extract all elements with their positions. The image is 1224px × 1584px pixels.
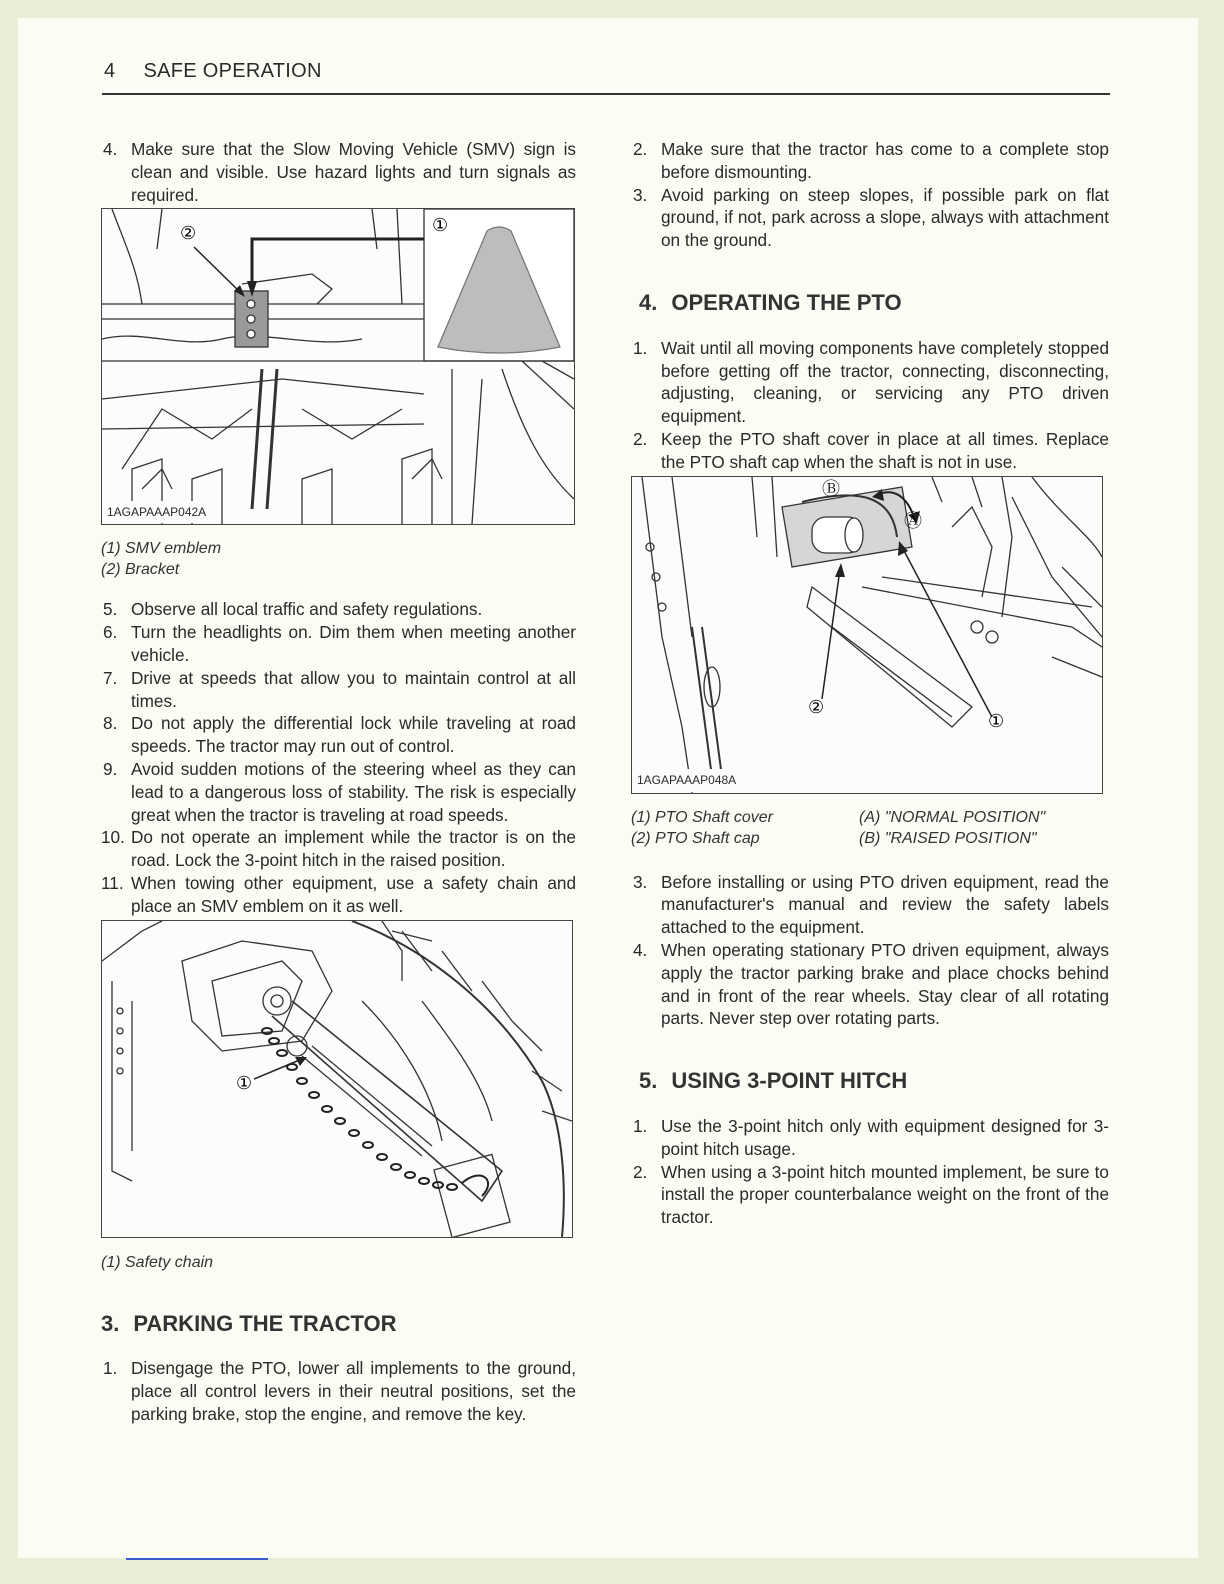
list-item bbox=[631, 428, 1109, 474]
header-title: SAFE OPERATION bbox=[143, 60, 322, 82]
page-header bbox=[104, 60, 322, 83]
item-text: Use the 3-point hitch only with equipment designed for 3-point hitch usage. bbox=[661, 1115, 1109, 1159]
callout-1: ① bbox=[236, 1072, 253, 1094]
section-title: USING 3-POINT HITCH bbox=[671, 1068, 908, 1094]
page-number: 4 bbox=[104, 60, 116, 82]
list-item bbox=[101, 598, 576, 621]
caption-normal-position: (A) "NORMAL POSITION" bbox=[859, 808, 1046, 826]
list-parking-continued bbox=[631, 138, 1109, 252]
section-number: 5. bbox=[639, 1068, 658, 1094]
item-text: Avoid sudden motions of the steering wheel as they can lead to a dangerous loss of stability. The risk is especially great when the tractor is traveling at road speeds. bbox=[131, 758, 576, 825]
list-item bbox=[101, 758, 576, 826]
item-number: 5. bbox=[103, 599, 118, 620]
figure-code: 1AGAPAAAP048A bbox=[635, 769, 738, 792]
item-number: 4. bbox=[103, 139, 118, 159]
item-text: Wait until all moving components have completely stopped before getting off the tractor, connecting, disconnecting, adjusting, cleaning, or servicing any PTO driven equipment. bbox=[661, 337, 1109, 427]
item-number: 10. bbox=[101, 827, 125, 848]
item-text: Keep the PTO shaft cover in place at all times. Replace the PTO shaft cap when the shaft is not in use. bbox=[661, 428, 1109, 472]
section-number: 4. bbox=[639, 289, 658, 315]
bottom-underline-mark bbox=[126, 1558, 268, 1560]
item-number: 1. bbox=[633, 337, 648, 358]
item-text: Observe all local traffic and safety regulations. bbox=[131, 599, 483, 620]
list-item bbox=[101, 138, 576, 206]
list-smv bbox=[101, 138, 576, 206]
list-item bbox=[631, 1161, 1109, 1229]
callout-a: Ⓐ bbox=[904, 510, 922, 532]
item-number: 4. bbox=[633, 939, 648, 960]
left-column bbox=[101, 138, 576, 1426]
section-heading-hitch bbox=[639, 1070, 1109, 1093]
item-text: Avoid parking on steep slopes, if possible park on flat ground, if not, park across a slope, always with attachment on the ground. bbox=[661, 184, 1109, 251]
item-number: 1. bbox=[633, 1115, 648, 1136]
item-number: 3. bbox=[633, 871, 648, 892]
item-text: When using a 3-point hitch mounted implement, be sure to install the proper counterbalance weight on the front of the tractor. bbox=[661, 1161, 1109, 1228]
caption-smv-emblem: (1) SMV emblem bbox=[101, 540, 222, 558]
list-item bbox=[101, 712, 576, 758]
caption-raised-position: (B) "RAISED POSITION" bbox=[859, 829, 1037, 847]
item-number: 2. bbox=[633, 1161, 648, 1182]
callout-1: ① bbox=[432, 215, 449, 237]
caption-bracket: (2) Bracket bbox=[101, 561, 180, 579]
list-item bbox=[101, 667, 576, 713]
list-item bbox=[101, 872, 576, 918]
item-text: Do not operate an implement while the tractor is on the road. Lock the 3-point hitch in the raised position. bbox=[131, 827, 576, 871]
item-text: Do not apply the differential lock while traveling at road speeds. The tractor may run out of control. bbox=[131, 713, 576, 757]
figure-code: 1AGAPAAAP042A bbox=[105, 501, 208, 524]
item-number: 11. bbox=[101, 872, 124, 893]
list-item bbox=[101, 1357, 576, 1425]
figure-smv-bracket bbox=[101, 208, 575, 525]
figure-captions-smv bbox=[101, 538, 576, 580]
item-text: When operating stationary PTO driven equipment, always apply the tractor parking brake and place chocks behind and in front of the rear wheels. Stay clear of all rotating parts. Never step over rotating parts. bbox=[661, 939, 1109, 1029]
smv-bracket-illustration bbox=[102, 209, 574, 524]
caption-pto-shaft-cover: (1) PTO Shaft cover bbox=[631, 808, 773, 826]
section-heading-pto bbox=[639, 289, 1109, 315]
section-heading-parking bbox=[101, 1310, 576, 1336]
item-text: When towing other equipment, use a safety chain and place an SMV emblem on it as well. bbox=[131, 872, 576, 916]
item-number: 7. bbox=[103, 667, 118, 688]
figure-captions-pto bbox=[631, 807, 1109, 849]
list-item bbox=[631, 871, 1109, 939]
list-item bbox=[631, 138, 1109, 184]
item-number: 2. bbox=[633, 139, 648, 159]
item-number: 3. bbox=[633, 184, 648, 205]
item-text: Drive at speeds that allow you to maintain control at all times. bbox=[131, 667, 576, 711]
callout-1: ① bbox=[988, 710, 1005, 732]
list-road-rules bbox=[101, 598, 576, 917]
callout-b: Ⓑ bbox=[822, 478, 840, 500]
figure-pto-shaft bbox=[631, 476, 1103, 794]
caption-pto-shaft-cap: (2) PTO Shaft cap bbox=[631, 829, 760, 847]
pto-shaft-illustration bbox=[632, 477, 1102, 793]
list-item bbox=[101, 621, 576, 667]
item-number: 2. bbox=[633, 428, 648, 449]
item-number: 1. bbox=[103, 1358, 118, 1379]
item-number: 8. bbox=[103, 713, 118, 734]
list-pto bbox=[631, 337, 1109, 474]
list-item bbox=[101, 826, 576, 872]
section-title: PARKING THE TRACTOR bbox=[133, 1310, 397, 1336]
list-item bbox=[631, 1115, 1109, 1161]
caption-safety-chain: (1) Safety chain bbox=[101, 1253, 214, 1271]
item-text: Make sure that the tractor has come to a complete stop before dismounting. bbox=[661, 139, 1109, 182]
section-number: 3. bbox=[101, 1310, 120, 1336]
safety-chain-illustration bbox=[102, 921, 572, 1237]
callout-2: ② bbox=[180, 223, 197, 245]
item-number: 6. bbox=[103, 622, 118, 643]
figure-safety-chain bbox=[101, 920, 573, 1238]
list-parking bbox=[101, 1357, 576, 1425]
list-item bbox=[631, 337, 1109, 428]
item-text: Turn the headlights on. Dim them when meeting another vehicle. bbox=[131, 622, 576, 665]
section-title: OPERATING THE PTO bbox=[671, 289, 902, 315]
right-column bbox=[631, 138, 1109, 1229]
list-item bbox=[631, 184, 1109, 252]
header-rule bbox=[102, 93, 1110, 95]
item-text: Before installing or using PTO driven equipment, read the manufacturer's manual and review the safety labels attached to the equipment. bbox=[661, 871, 1109, 938]
item-text: Disengage the PTO, lower all implements to the ground, place all control levers in their neutral positions, set the parking brake, stop the engine, and remove the key. bbox=[131, 1358, 576, 1424]
callout-2: ② bbox=[808, 696, 825, 718]
item-number: 9. bbox=[103, 758, 118, 779]
item-text: Make sure that the Slow Moving Vehicle (SMV) sign is clean and visible. Use hazard lights and turn signals as required. bbox=[131, 139, 576, 205]
list-item bbox=[631, 939, 1109, 1030]
list-pto-continued bbox=[631, 871, 1109, 1031]
list-hitch bbox=[631, 1115, 1109, 1229]
